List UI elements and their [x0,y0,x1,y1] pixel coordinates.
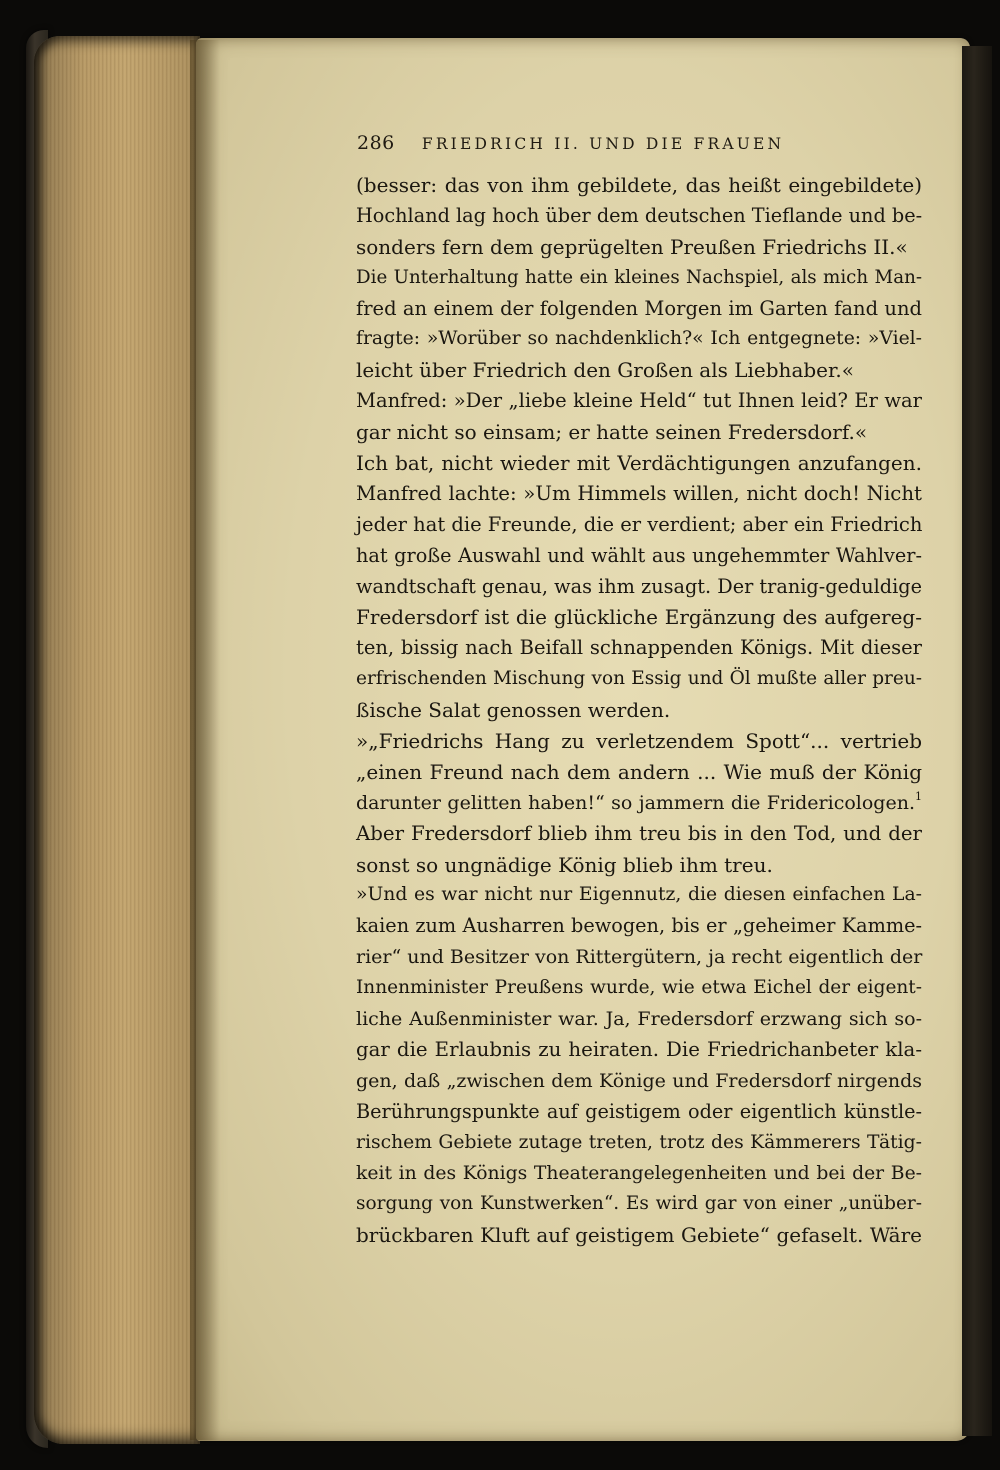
text-line: gar die Erlaubnis zu heiraten. Die Friedrichanbeter kla- [356,1037,922,1061]
text-line: sonst so ungnädige König blieb ihm treu. [356,852,773,877]
text-line: brückbaren Kluft auf geistigem Gebiete“ gefaselt. Wäre [356,1223,922,1248]
text-line: fragte: »Worüber so nachdenklich?« Ich entgegnete: »Viel- [356,328,922,350]
text-line: »Und es war nicht nur Eigennutz, die diesen einfachen La- [356,884,922,906]
text-line: Aber Fredersdorf blieb ihm treu bis in den Tod, und der [356,821,922,845]
text-line: leicht über Friedrich den Großen als Liebhaber.« [356,358,854,383]
text-line: gar nicht so einsam; er hatte seinen Fredersdorf.« [356,420,868,445]
text-line: erfrischenden Mischung von Essig und Öl mußte aller preu- [356,668,922,690]
page-header [357,132,837,158]
text-line: ten, bissig nach Beifall schnappenden Königs. Mit dieser [356,636,922,660]
text-line: ßische Salat genossen werden. [356,698,671,723]
text-line: »„Friedrichs Hang zu verletzendem Spott“... vertrieb [356,729,922,754]
text-line: hat große Auswahl und wählt aus ungehemmter Wahlver- [356,543,922,567]
text-line: Die Unterhaltung hatte ein kleines Nachspiel, als mich Man- [356,266,922,288]
text-line: Manfred: »Der „liebe kleine Held“ tut Ihnen leid? Er war [356,389,922,413]
text-line: wandtschaft genau, was ihm zusagt. Der tranig-geduldige [356,574,922,598]
text-line: Innenminister Preußens wurde, wie etwa Eichel der eigent- [356,977,922,999]
footnote-marker: 1 [915,789,922,803]
body-text [356,170,922,1251]
next-page-edge [962,46,992,1436]
text-line: sorgung von Kunstwerken“. Es wird gar von einer „unüber- [356,1193,922,1215]
text-line: rischem Gebiete zutage treten, trotz des Kämmerers Tätig- [356,1131,922,1153]
text-line: rier“ und Besitzer von Rittergütern, ja recht eigentlich der [356,946,923,969]
text-line: (besser: das von ihm gebildete, das heißt eingebildete) [356,173,922,197]
running-head: FRIEDRICH II. UND DIE FRAUEN [421,135,785,153]
text-line: gen, daß „zwischen dem Könige und Fredersdorf nirgends [356,1069,922,1092]
text-line: kaien zum Ausharren bewogen, bis er „geheimer Kamme- [356,914,922,938]
text-line: Manfred lachte: »Um Himmels willen, nicht doch! Nicht [356,481,922,505]
text-line: liche Außenminister war. Ja, Fredersdorf erzwang sich so- [356,1008,922,1031]
text-line: fred an einem der folgenden Morgen im Garten fand und [356,296,922,320]
text-line: jeder hat die Freunde, die er verdient; aber ein Friedrich [356,512,923,536]
text-line: Fredersdorf ist die glückliche Ergänzung des aufgereg- [356,605,922,630]
text-line: „einen Freund nach dem andern ... Wie muß der König [356,759,922,784]
text-line: Hochland lag hoch über dem deutschen Tieflande und be- [356,203,923,227]
text-line: Berührungspunkte auf geistigem oder eigentlich künstle- [356,1099,922,1123]
page-number: 286 [357,132,395,154]
text-line: Ich bat, nicht wieder mit Verdächtigungen anzufangen. [356,451,922,476]
text-line-content: darunter gelitten haben!“ so jammern die Fridericologen. [356,791,915,814]
text-line: keit in des Königs Theaterangelegenheiten und bei der Be- [356,1162,922,1184]
page-edges-stack [34,36,200,1444]
text-line-with-footnote [356,788,922,819]
text-line: sonders fern dem geprügelten Preußen Friedrichs II.« [356,234,908,259]
